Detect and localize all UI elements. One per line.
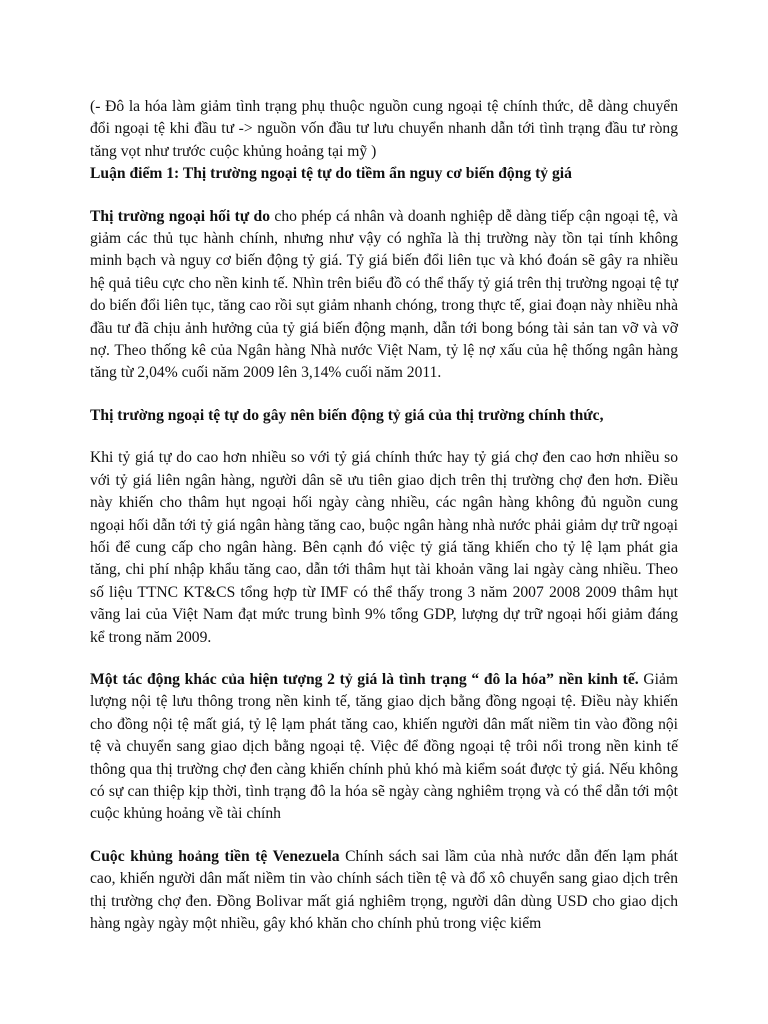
paragraph-venezuela-crisis bbox=[90, 846, 678, 936]
paragraph-lead: Một tác động khác của hiện tượng 2 tỷ giá là tình trạng “ đô la hóa” nền kinh tế. bbox=[90, 670, 639, 688]
paragraph-body: Chính sách sai lầm của nhà nước dẫn đến lạm phát cao, khiến người dân mất niềm tin vào chính sách tiền tệ và đổ xô chuyển sang giao dịch trên thị trường chợ đen. Đồng Bolivar mất giá nghiêm trọng, người dân dùng USD cho giao dịch hàng ngày ngày một nhiều, gây khó khăn cho chính phủ trong việc kiểm bbox=[90, 847, 678, 932]
document-page bbox=[90, 96, 678, 935]
thesis-heading bbox=[90, 163, 678, 185]
paragraph-lead: Cuộc khủng hoảng tiền tệ Venezuela bbox=[90, 847, 340, 865]
paragraph-black-market-rate: Khi tỷ giá tự do cao hơn nhiều so với tỷ giá chính thức hay tỷ giá chợ đen cao hơn nhiều so với tỷ giá liên ngân hàng, người dân sẽ ưu tiên giao dịch trên thị trường chợ đen hơn. Điều này khiến cho thâm hụt ngoại hối ngày càng nhiều, các ngân hàng không đủ nguồn cung ngoại hối dẫn tới tỷ giá ngân hàng tăng cao, buộc ngân hàng nhà nước phải giảm dự trữ ngoại hối để cung cấp cho ngân hàng. Bên cạnh đó việc tỷ giá tăng khiến cho tỷ lệ lạm phát gia tăng, chi phí nhập khẩu tăng cao, dẫn tới thâm hụt tài khoản vãng lai ngày càng nhiều. Theo số liệu TTNC KT&CS tổng hợp từ IMF có thể thấy trong 3 năm 2007 2008 2009 thâm hụt vãng lai của Việt Nam đạt mức trung bình 9% tổng GDP, lượng dự trữ ngoại hối giảm đáng kể trong năm 2009. bbox=[90, 449, 678, 646]
paragraph-body: cho phép cá nhân và doanh nghiệp dễ dàng tiếp cận ngoại tệ, và giảm các thủ tục hành chính, nhưng như vậy có nghĩa là thị trường này tồn tại tính không minh bạch và nguy cơ biến động tỷ giá. Tỷ giá biến đổi liên tục và khó đoán sẽ gây ra nhiều hệ quả tiêu cực cho nền kinh tế. Nhìn trên biểu đồ có thể thấy tỷ giá trên thị trường ngoại tệ tự do biến đổi liên tục, tăng cao rồi sụt giảm nhanh chóng, trong thực tế, giai đoạn này nhiều nhà đầu tư đã chịu ảnh hưởng của tỷ giá biến động mạnh, dẫn tới bong bóng tài sản tan vỡ và vỡ nợ. Theo thống kê của Ngân hàng Nhà nước Việt Nam, tỷ lệ nợ xấu của hệ thống ngân hàng tăng từ 2,04% cuối năm 2009 lên 3,14% cuối năm 2011. bbox=[90, 207, 678, 382]
section-heading-official-rate bbox=[90, 405, 678, 427]
section-heading-text: Thị trường ngoại tệ tự do gây nên biến động tỷ giá của thị trường chính thức, bbox=[90, 406, 604, 424]
thesis-heading-text: Luận điểm 1: Thị trường ngoại tệ tự do tiềm ẩn nguy cơ biến động tỷ giá bbox=[90, 165, 572, 183]
intro-note: (- Đô la hóa làm giảm tình trạng phụ thuộc nguồn cung ngoại tệ chính thức, dễ dàng chuyển đổi ngoại tệ khi đầu tư -> nguồn vốn đầu tư lưu chuyển nhanh dẫn tới tình trạng đầu tư ròng tăng vọt như trước cuộc khủng hoảng tại mỹ ) bbox=[90, 98, 678, 160]
paragraph-dollarization bbox=[90, 669, 678, 826]
paragraph-lead: Thị trường ngoại hối tự do bbox=[90, 207, 271, 225]
paragraph-body: Giảm lượng nội tệ lưu thông trong nền kinh tế, tăng giao dịch bằng đồng ngoại tệ. Điều này khiến cho đồng nội tệ mất giá, tỷ lệ lạm phát tăng cao, khiến người dân mất niềm tin vào đồng nội tệ và chuyển sang giao dịch bằng ngoại tệ. Việc để đồng ngoại tệ trôi nổi trong nền kinh tế thông qua thị trường chợ đen càng khiến chính phủ khó mà kiểm soát được tỷ giá. Nếu không có sự can thiệp kịp thời, tình trạng đô la hóa sẽ ngày càng nghiêm trọng và có thể dẫn tới một cuộc khủng hoảng về tài chính bbox=[90, 670, 678, 823]
paragraph-free-forex-market bbox=[90, 206, 678, 385]
